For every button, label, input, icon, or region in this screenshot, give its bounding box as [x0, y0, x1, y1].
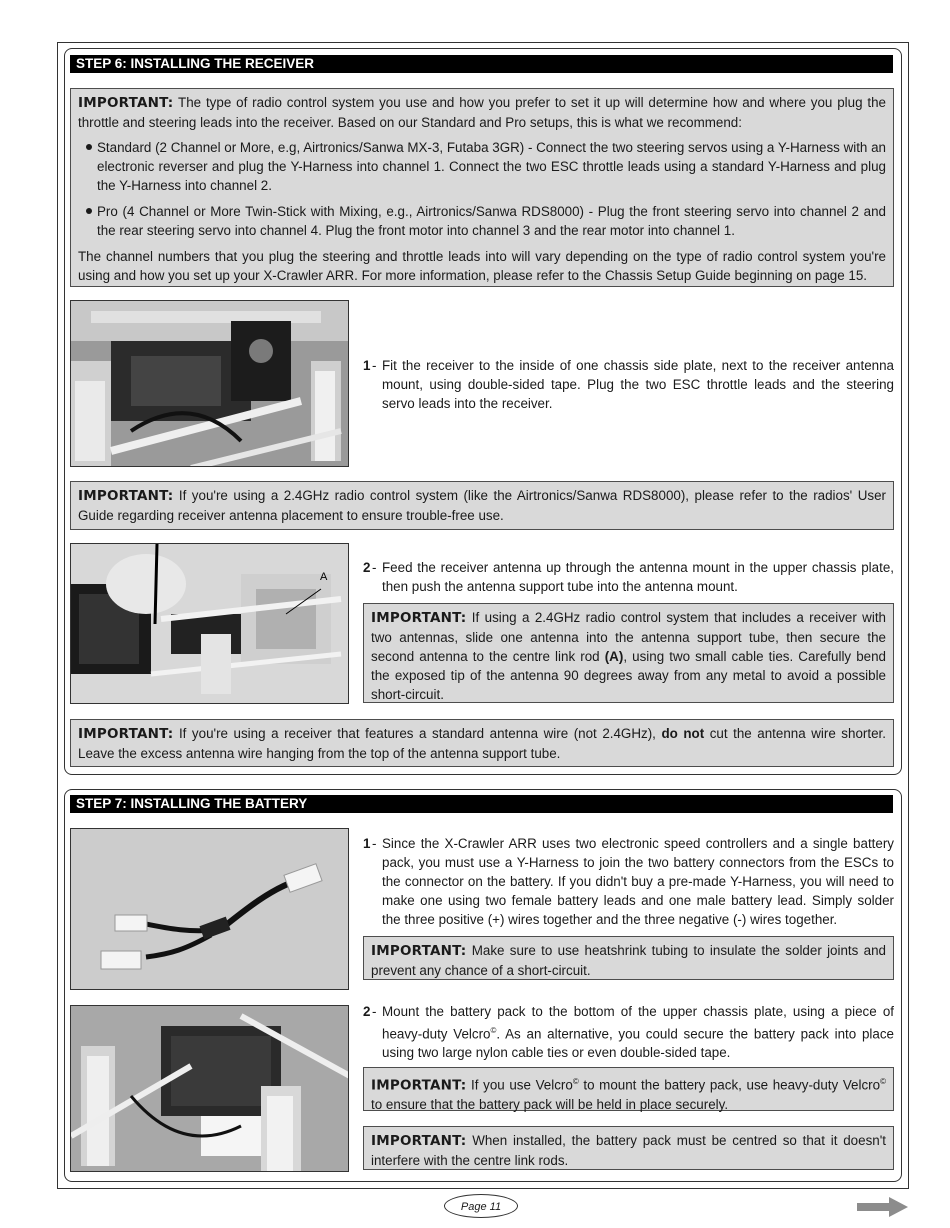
- step-number: 1: [363, 836, 371, 851]
- step6-step2: 2 - Feed the receiver antenna up through the antenna mount in the upper chassis plate, then push the antenna support tube into the antenna mount.: [363, 560, 894, 594]
- setup-list: [78, 138, 886, 240]
- page-number-badge: Page 11: [444, 1194, 518, 1218]
- step6-header: STEP 6: INSTALLING THE RECEIVER: [70, 55, 893, 73]
- important-text: Make sure to use heatshrink tubing to insulate the solder joints and prevent any chance of a short-circuit.: [371, 943, 887, 978]
- important-label: IMPORTANT:: [371, 1133, 467, 1149]
- important-two-antennas-box: [363, 603, 894, 703]
- antenna-photo: [70, 543, 349, 704]
- receiver-photo: [70, 300, 349, 467]
- important-label: IMPORTANT:: [78, 726, 174, 742]
- step-text: Fit the receiver to the inside of one chassis side plate, next to the receiver antenna mount, using double-sided tape. Plug the two ESC throttle leads and the steering servo leads into the receiver.: [382, 358, 894, 411]
- important-label: IMPORTANT:: [78, 95, 174, 111]
- important-text-b: cut the antenna wire shorter. Leave the excess antenna wire hanging from the top of the antenna support tube.: [78, 726, 886, 761]
- important-text: When installed, the battery pack must be centred so that it doesn't interfere with the centre link rods.: [371, 1133, 886, 1168]
- y-harness-photo: [70, 828, 349, 990]
- step7-step2: 2 - Mount the battery pack to the bottom of the upper chassis plate, using a piece of heavy-duty Velcro©. As an alternative, you could secure the battery pack into place using two large nylon cable ties or even double-sided tape.: [363, 1004, 894, 1061]
- step6-step1: 1 - Fit the receiver to the inside of one chassis side plate, next to the receiver antenna mount, using double-sided tape. Plug the two ESC throttle leads and the steering servo leads into the receiver.: [363, 358, 894, 411]
- important-label: IMPORTANT:: [78, 488, 174, 504]
- important-text-a: If you use Velcro: [471, 1077, 573, 1093]
- bullet-pro: Pro (4 Channel or More Twin-Stick with Mixing, e.g., Airtronics/Sanwa RDS8000) - Plug the front steering servo into channel 2 and the rear steering servo into channel 4. Plug the front motor into channel 3 and the rear motor into channel 1.: [78, 202, 886, 240]
- copyright-mark: ©: [880, 1077, 886, 1086]
- important-label: IMPORTANT:: [371, 610, 467, 626]
- important-label: IMPORTANT:: [371, 943, 467, 959]
- step-number: 2: [363, 1004, 371, 1019]
- intro-text: The type of radio control system you use and how you prefer to set it up will determine how and where you plug the throttle and steering leads into the receiver. Based on our Standard and Pro setups, this is what we recommend:: [78, 95, 887, 130]
- step-text-a: Mount the battery pack to the bottom of the upper chassis plate, using a piece of heavy-duty Velcro: [382, 1004, 894, 1042]
- important-antenna-wire-box: [70, 719, 894, 767]
- step6-intro-box: [70, 88, 894, 287]
- important-text-b: , using two small cable ties. Carefully bend the exposed tip of the antenna 90 degrees away from any metal to avoid a possible short-circuit.: [371, 649, 886, 702]
- important-text-a: If using a 2.4GHz radio control system that includes a receiver with two antennas, slide one antenna into the antenna support tube, then secure the second antenna to the centre link rod: [371, 610, 886, 664]
- step-number: 1: [363, 358, 371, 373]
- next-page-arrow-icon[interactable]: [857, 1196, 909, 1223]
- copyright-mark: ©: [490, 1026, 497, 1035]
- important-heatshrink-box: [363, 936, 894, 980]
- step-number: 2: [363, 560, 371, 575]
- step-text-b: . As an alternative, you could secure the battery pack into place using two large nylon cable ties or even double-sided tape.: [382, 1026, 894, 1061]
- copyright-mark: ©: [572, 1077, 579, 1086]
- step-text: [363, 1002, 894, 1062]
- important-label: IMPORTANT:: [371, 1077, 467, 1094]
- step-text: Feed the receiver antenna up through the antenna mount in the upper chassis plate, then push the antenna support tube into the antenna mount.: [382, 560, 894, 594]
- step7-step1: 1 - Since the X-Crawler ARR uses two electronic speed controllers and a single battery pack, you must use a Y-Harness to join the two battery connectors from the ESCs to the connector on the battery. If you didn't buy a pre-made Y-Harness, you will need to make one using two female battery leads and one male battery lead. Simply solder the three positive (+) wires together and the three negative (-) wires together.: [363, 836, 894, 927]
- important-text-a: If you're using a receiver that features a standard antenna wire (not 2.4GHz),: [178, 726, 656, 741]
- important-centred-box: [363, 1126, 894, 1170]
- callout-a-label: A: [320, 571, 328, 583]
- step7-header: STEP 7: INSTALLING THE BATTERY: [70, 795, 893, 813]
- intro-footer: The channel numbers that you plug the steering and throttle leads into will vary depending on the type of radio control system you're using and how you set up your X-Crawler ARR. For more information, please refer to the Chassis Setup Guide beginning on page 15.: [78, 249, 886, 283]
- important-text: If you're using a 2.4GHz radio control system (like the Airtronics/Sanwa RDS8000), please refer to the radios' User Guide regarding receiver antenna placement to ensure trouble-free use.: [78, 488, 886, 523]
- important-velcro-box: [363, 1067, 894, 1111]
- bullet-standard: Standard (2 Channel or More, e.g, Airtronics/Sanwa MX-3, Futaba 3GR) - Connect the two steering servos using a Y-Harness with an electronic reverser and plug the Y-Harness into channel 1. Connect the two ESC throttle leads using a standard Y-Harness and plug the Y-Harness into channel 2.: [78, 138, 886, 195]
- do-not-emphasis: do not: [661, 726, 705, 741]
- link-rod-ref: (A): [604, 649, 624, 664]
- step-text: Since the X-Crawler ARR uses two electronic speed controllers and a single battery pack, you must use a Y-Harness to join the two battery connectors from the ESCs to the connector on the battery. If you didn't buy a pre-made Y-Harness, you will need to make one using two female battery leads and one male battery lead. Simply solder the three positive (+) wires together and the three negative (-) wires together.: [382, 836, 894, 927]
- important-text-c: to ensure that the battery pack will be held in place securely.: [371, 1097, 729, 1113]
- battery-mount-photo: [70, 1005, 349, 1172]
- important-text-b: to mount the battery pack, use heavy-duty Velcro: [583, 1077, 881, 1093]
- important-24ghz-box: [70, 481, 894, 530]
